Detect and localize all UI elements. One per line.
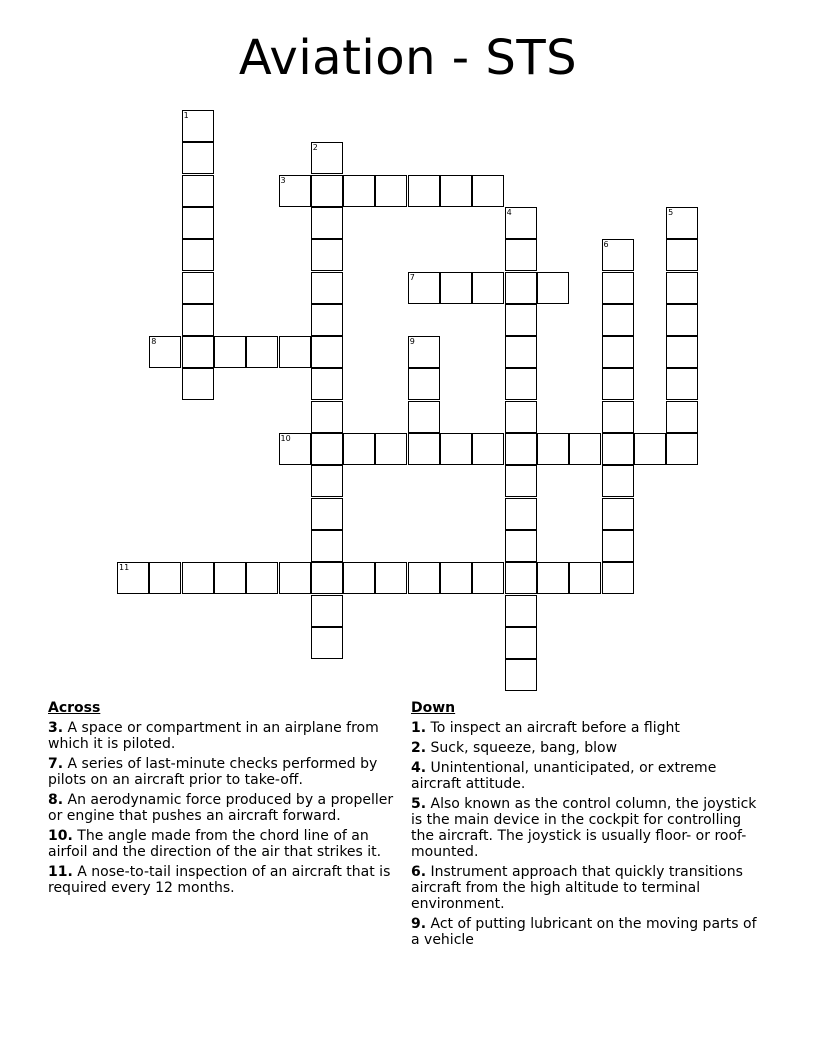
clue-text: A series of last-minute checks performed by pilots on an aircraft prior to take-off. [48, 756, 378, 788]
crossword-cell[interactable] [472, 433, 504, 465]
crossword-cell[interactable] [408, 562, 440, 594]
crossword-cell[interactable] [602, 465, 634, 497]
crossword-cell[interactable] [311, 465, 343, 497]
clue-number: 3. [48, 720, 64, 736]
down-clue-2 [411, 740, 766, 756]
crossword-cell[interactable] [408, 368, 440, 400]
crossword-cell[interactable] [440, 433, 472, 465]
crossword-cell[interactable] [246, 562, 278, 594]
cell-number: 1 [183, 111, 189, 120]
crossword-cell[interactable] [182, 562, 214, 594]
crossword-cell[interactable] [311, 304, 343, 336]
crossword-cell[interactable] [408, 272, 440, 304]
cell-number: 8 [151, 337, 157, 347]
crossword-cell[interactable] [408, 175, 440, 207]
crossword-cell[interactable] [117, 562, 149, 594]
clue-number: 4. [411, 760, 427, 776]
down-clue-4 [411, 760, 766, 792]
clue-number: 2. [411, 740, 427, 756]
down-clue-1 [411, 720, 766, 736]
crossword-cell[interactable] [505, 401, 537, 433]
crossword-cell[interactable] [214, 336, 246, 368]
crossword-cell[interactable] [311, 498, 343, 530]
cell-number: 7 [409, 272, 415, 282]
crossword-cell[interactable] [311, 336, 343, 368]
crossword-cell[interactable] [505, 336, 537, 368]
crossword-cell[interactable] [440, 175, 472, 207]
crossword-cell[interactable] [182, 110, 214, 142]
down-heading: Down [411, 700, 456, 716]
crossword-cell[interactable] [666, 368, 698, 400]
crossword-cell[interactable] [182, 272, 214, 304]
crossword-cell[interactable] [602, 272, 634, 304]
crossword-cell[interactable] [311, 207, 343, 239]
across-clue-11 [48, 864, 398, 896]
across-clue-10 [48, 828, 398, 860]
across-heading: Across [48, 700, 101, 716]
clue-number: 7. [48, 756, 64, 772]
crossword-cell[interactable] [666, 401, 698, 433]
cell-number: 6 [603, 240, 609, 250]
crossword-cell[interactable] [311, 433, 343, 465]
cell-number: 2 [312, 143, 318, 153]
crossword-cell[interactable] [311, 401, 343, 433]
crossword-cell[interactable] [602, 368, 634, 400]
crossword-cell[interactable] [602, 562, 634, 594]
crossword-cell[interactable] [311, 142, 343, 174]
crossword-cell[interactable] [182, 207, 214, 239]
clue-text: An aerodynamic force produced by a propeller or engine that pushes an aircraft forward. [48, 792, 394, 824]
cell-number: 3 [280, 175, 286, 185]
clue-number: 11. [48, 864, 73, 880]
crossword-cell[interactable] [408, 433, 440, 465]
clue-text: Suck, squeeze, bang, blow [430, 740, 618, 756]
crossword-cell[interactable] [602, 433, 634, 465]
clue-text: A nose-to-tail inspection of an aircraft that is required every 12 months. [48, 864, 391, 896]
clue-text: Instrument approach that quickly transitions aircraft from the high altitude to terminal environment. [411, 864, 743, 912]
crossword-cell[interactable] [602, 401, 634, 433]
crossword-cell[interactable] [505, 498, 537, 530]
crossword-cell[interactable] [537, 272, 569, 304]
crossword-cell[interactable] [311, 595, 343, 627]
crossword-cell[interactable] [472, 562, 504, 594]
clue-text: Also known as the control column, the joystick is the main device in the cockpit for controlling the aircraft. The joystick is usually floor- or roof-mounted. [411, 796, 757, 860]
crossword-cell[interactable] [666, 239, 698, 271]
crossword-cell[interactable] [505, 368, 537, 400]
crossword-cell[interactable] [182, 304, 214, 336]
clue-number: 9. [411, 916, 427, 932]
crossword-cell[interactable] [279, 433, 311, 465]
crossword-cell[interactable] [246, 336, 278, 368]
clue-text: The angle made from the chord line of an airfoil and the direction of the air that strikes it. [48, 828, 382, 860]
clue-number: 8. [48, 792, 64, 808]
cell-number: 9 [409, 337, 415, 347]
crossword-cell[interactable] [569, 562, 601, 594]
clue-text: A space or compartment in an airplane from which it is piloted. [48, 720, 379, 752]
crossword-cell[interactable] [375, 562, 407, 594]
across-clue-7 [48, 756, 398, 788]
crossword-cell[interactable] [311, 175, 343, 207]
crossword-cell[interactable] [634, 433, 666, 465]
crossword-cell[interactable] [666, 336, 698, 368]
crossword-cell[interactable] [343, 562, 375, 594]
crossword-cell[interactable] [472, 175, 504, 207]
crossword-cell[interactable] [182, 368, 214, 400]
crossword-cell[interactable] [505, 659, 537, 691]
crossword-cell[interactable] [279, 175, 311, 207]
crossword-cell[interactable] [214, 562, 246, 594]
crossword-cell[interactable] [408, 336, 440, 368]
crossword-cell[interactable] [472, 272, 504, 304]
clue-number: 10. [48, 828, 73, 844]
clue-number: 6. [411, 864, 427, 880]
crossword-cell[interactable] [505, 562, 537, 594]
clue-text: Unintentional, unanticipated, or extreme aircraft attitude. [411, 760, 717, 792]
crossword-cell[interactable] [311, 562, 343, 594]
crossword-cell[interactable] [569, 433, 601, 465]
crossword-cell[interactable] [666, 433, 698, 465]
down-clues [411, 700, 766, 952]
crossword-cell[interactable] [311, 368, 343, 400]
clue-text: Act of putting lubricant on the moving parts of a vehicle [411, 916, 757, 948]
crossword-cell[interactable] [537, 433, 569, 465]
cell-number: 10 [280, 434, 291, 443]
crossword-cell[interactable] [182, 175, 214, 207]
crossword-cell[interactable] [375, 175, 407, 207]
page-title: Aviation - STS [238, 30, 578, 86]
crossword-cell[interactable] [505, 595, 537, 627]
crossword-cell[interactable] [505, 530, 537, 562]
crossword-cell[interactable] [343, 433, 375, 465]
crossword-cell[interactable] [666, 272, 698, 304]
crossword-cell[interactable] [343, 175, 375, 207]
crossword-cell[interactable] [149, 562, 181, 594]
crossword-cell[interactable] [505, 627, 537, 659]
crossword-cell[interactable] [149, 336, 181, 368]
cell-number: 4 [506, 207, 512, 217]
clue-number: 5. [411, 796, 427, 812]
crossword-cell[interactable] [505, 207, 537, 239]
cell-number: 11 [119, 563, 130, 573]
crossword-cell[interactable] [602, 530, 634, 562]
cell-number: 5 [668, 207, 674, 217]
crossword-cell[interactable] [666, 207, 698, 239]
crossword-cell[interactable] [440, 272, 472, 304]
crossword-cell[interactable] [602, 498, 634, 530]
down-clue-6 [411, 864, 766, 912]
crossword-cell[interactable] [505, 465, 537, 497]
crossword-cell[interactable] [311, 239, 343, 271]
crossword-cell[interactable] [311, 272, 343, 304]
crossword-cell[interactable] [440, 562, 472, 594]
down-clue-9 [411, 916, 766, 948]
crossword-cell[interactable] [182, 142, 214, 174]
crossword-cell[interactable] [505, 433, 537, 465]
clue-number: 1. [411, 720, 427, 736]
crossword-cell[interactable] [311, 530, 343, 562]
crossword-cell[interactable] [602, 336, 634, 368]
crossword-cell[interactable] [182, 239, 214, 271]
across-clue-8 [48, 792, 398, 824]
crossword-cell[interactable] [375, 433, 407, 465]
crossword-cell[interactable] [505, 272, 537, 304]
clue-text: To inspect an aircraft before a flight [430, 720, 680, 736]
crossword-cell[interactable] [408, 401, 440, 433]
crossword-cell[interactable] [279, 562, 311, 594]
across-clues [48, 700, 398, 900]
crossword-cell[interactable] [311, 627, 343, 659]
crossword-cell[interactable] [505, 304, 537, 336]
crossword-cell[interactable] [279, 336, 311, 368]
down-clue-5 [411, 796, 766, 860]
crossword-cell[interactable] [182, 336, 214, 368]
across-clue-3 [48, 720, 398, 752]
crossword-cell[interactable] [537, 562, 569, 594]
crossword-cell[interactable] [666, 304, 698, 336]
crossword-cell[interactable] [602, 304, 634, 336]
crossword-cell[interactable] [505, 239, 537, 271]
crossword-cell[interactable] [602, 239, 634, 271]
